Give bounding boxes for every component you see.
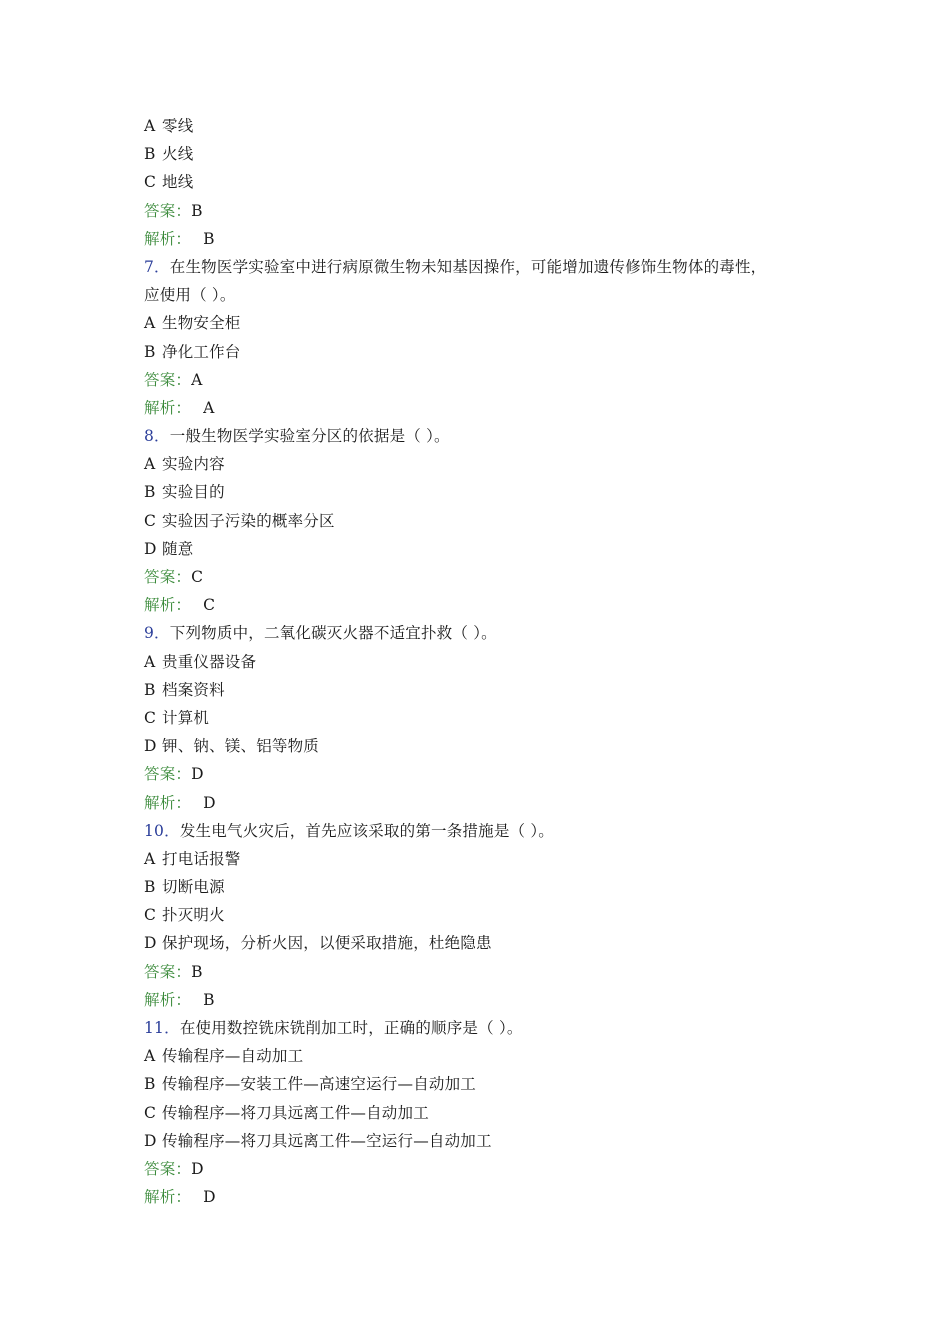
question-10 — [144, 817, 824, 1014]
question-stem: 8．一般生物医学实验室分区的依据是（ ）。 — [144, 427, 450, 446]
explanation-line: 解析： B — [144, 229, 215, 248]
question-stem: 11．在使用数控铣床铣削加工时，正确的顺序是（ ）。 — [144, 1019, 523, 1037]
option-d: D 保护现场，分析火因，以便采取措施，杜绝隐患 — [144, 934, 492, 953]
answer-line: 答案：A — [144, 370, 203, 389]
answer-line: 答案：D — [144, 765, 204, 784]
answer-line: 答案：C — [144, 568, 204, 586]
explanation-line: 解析： C — [144, 596, 216, 615]
answer-line: 答案：D — [144, 1159, 204, 1178]
option-b: B 传输程序—安装工件—高速空运行—自动加工 — [144, 1075, 477, 1094]
option-b: B 实验目的 — [144, 483, 225, 502]
option-a: A 生物安全柜 — [144, 314, 241, 333]
answer-line: 答案：B — [144, 962, 203, 981]
explanation-line: 解析： D — [144, 793, 216, 812]
option-b: B 切断电源 — [144, 878, 225, 897]
option-c: C 扑灭明火 — [144, 906, 225, 925]
option-d: D 随意 — [144, 539, 194, 558]
option-a: A 打电话报警 — [144, 849, 241, 868]
option-c: C 实验因子污染的概率分区 — [144, 511, 335, 530]
option-a: A 实验内容 — [144, 455, 225, 474]
option-b: B 火线 — [144, 145, 194, 164]
option-d: D 钾、钠、镁、铝等物质 — [144, 737, 320, 756]
question-9 — [144, 619, 824, 816]
question-stem: 10．发生电气火灾后，首先应该采取的第一条措施是（ ）。 — [144, 821, 555, 840]
option-a: A 贵重仪器设备 — [144, 652, 257, 671]
option-c: C 传输程序—将刀具远离工件—自动加工 — [144, 1103, 429, 1122]
option-b: B 净化工作台 — [144, 342, 241, 361]
answer-line: 答案：B — [144, 201, 203, 220]
explanation-line: 解析： A — [144, 398, 215, 417]
question-8 — [144, 422, 824, 619]
question-stem: 9．下列物质中，二氧化碳灭火器不适宜扑救（ ）。 — [144, 624, 497, 643]
option-c: C 计算机 — [144, 708, 210, 727]
question-stem: 7．在生物医学实验室中进行病原微生物未知基因操作，可能增加遗传修饰生物体的毒性， — [144, 257, 767, 276]
explanation-line: 解析： D — [144, 1188, 216, 1207]
question-6-tail — [144, 112, 824, 253]
option-d: D 传输程序—将刀具远离工件—空运行—自动加工 — [144, 1131, 492, 1150]
question-11 — [144, 1014, 824, 1211]
option-a: A 传输程序—自动加工 — [144, 1047, 304, 1066]
option-a: A 零线 — [144, 117, 194, 135]
option-c: C 地线 — [144, 173, 194, 192]
document-body — [144, 112, 824, 1211]
question-stem-continued: 应使用（ ）。 — [144, 286, 236, 305]
question-7 — [144, 253, 824, 422]
explanation-line: 解析： B — [144, 990, 215, 1009]
option-b: B 档案资料 — [144, 680, 225, 699]
